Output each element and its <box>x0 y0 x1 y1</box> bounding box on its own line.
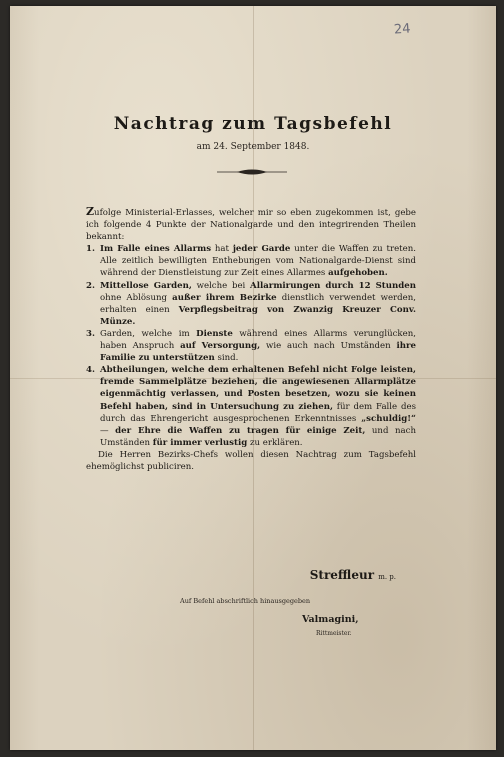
emphasized-text: außer ihrem Bezirke <box>172 292 277 303</box>
intro-text: ufolge Ministerial-Erlasses, welcher mir so eben zugekommen ist, gebe ich folgende 4 Punkte der Nationalgarde und den integrirenden Theilen bekannt: <box>86 208 416 243</box>
order-point-number: 4. <box>86 365 95 376</box>
emphasized-text: jeder Garde <box>232 244 291 255</box>
regular-text: — <box>100 425 116 436</box>
regular-text: welche bei <box>191 280 251 291</box>
signature-suffix: m. p. <box>378 573 396 581</box>
issuer-rank: Rittmeister. <box>316 630 352 637</box>
document-body <box>86 206 416 473</box>
emphasized-text: Im Falle eines <box>100 244 174 255</box>
regular-text: zu erklären. <box>247 437 303 448</box>
emphasized-text: aufgehoben. <box>328 268 388 279</box>
handwritten-page-number: 24 <box>393 21 412 38</box>
regular-text: dienstlich verwendet werden, erhalten einen <box>100 292 416 315</box>
regular-text: ohne Ablösung <box>100 292 173 303</box>
order-points-list <box>86 243 416 449</box>
regular-text: Garden, welche im <box>100 328 197 339</box>
order-point-number: 1. <box>86 244 95 255</box>
emphasized-text: ihre Familie zu unterstützen <box>100 341 416 364</box>
regular-text: Alle zeitlich bewilligten Enthebungen vom Nationalgarde-Dienst <box>100 256 393 267</box>
emphasized-text: der Ehre die Waffen zu tragen für einige Zeit, <box>115 425 366 436</box>
issued-note: Auf Befehl abschriftlich hinausgegeben <box>180 597 311 605</box>
emphasized-text: Allarms <box>173 244 212 255</box>
emphasized-text: „schuldig!“ <box>361 413 416 424</box>
ornament-divider-icon <box>215 167 289 177</box>
regular-text: und nach Umständen <box>100 425 417 448</box>
regular-text: sind während der Dienstleistung zur Zeit eines Allarmes <box>100 256 416 279</box>
emphasized-text: Verpflegsbeitrag von Zwanzig Kreuzer Conv. Münze. <box>100 304 416 327</box>
order-point-1 <box>86 243 416 279</box>
regular-text: wie auch nach Umständen <box>260 341 397 352</box>
signature-name: Streffleur <box>309 568 375 582</box>
emphasized-text: Mittellose Garden, <box>100 280 192 291</box>
document-sheet <box>10 6 496 750</box>
document-title: Nachtrag zum Tagsbefehl <box>113 114 393 134</box>
emphasized-text: Allarmirungen durch 12 Stunden <box>250 280 417 291</box>
order-point-4 <box>86 364 416 449</box>
order-point-number: 3. <box>86 328 95 339</box>
regular-text: hat <box>211 244 233 255</box>
emphasized-text: für immer verlustig <box>152 437 248 448</box>
issuer-name: Valmagini, <box>302 614 359 625</box>
emphasized-text: Dienste <box>196 328 233 339</box>
regular-text: sind. <box>214 353 239 364</box>
document-date: am 24. September 1848. <box>196 142 310 152</box>
order-point-2 <box>86 280 416 328</box>
emphasized-text: auf Versorgung, <box>180 341 261 352</box>
regular-text: für dem Falle des durch das Ehrengericht ausgesprochenen Erkenntnisses <box>100 401 416 424</box>
regular-text: unter die Waffen zu treten. <box>290 244 416 255</box>
emphasized-text: Abtheilungen, welche dem erhaltenen Befehl nicht Folge leisten, fremde Sammelplätze beziehen, die angewiesenen Allarmplätze eigenmächtig verlassen, und Posten besetzen, wozu sie keinen Befehl haben, sind in Untersuchung zu ziehen, <box>100 365 416 412</box>
intro-dropcap: Z <box>86 205 95 218</box>
regular-text: während eines Allarms verunglücken, haben Anspruch <box>100 328 416 352</box>
intro-paragraph <box>86 206 416 243</box>
signature-block <box>310 568 396 582</box>
order-point-3 <box>86 328 416 364</box>
order-point-number: 2. <box>86 280 95 291</box>
closing-paragraph: Die Herren Bezirks-Chefs wollen diesen Nachtrag zum Tagsbefehl ehemöglichst publiciren. <box>86 449 416 472</box>
